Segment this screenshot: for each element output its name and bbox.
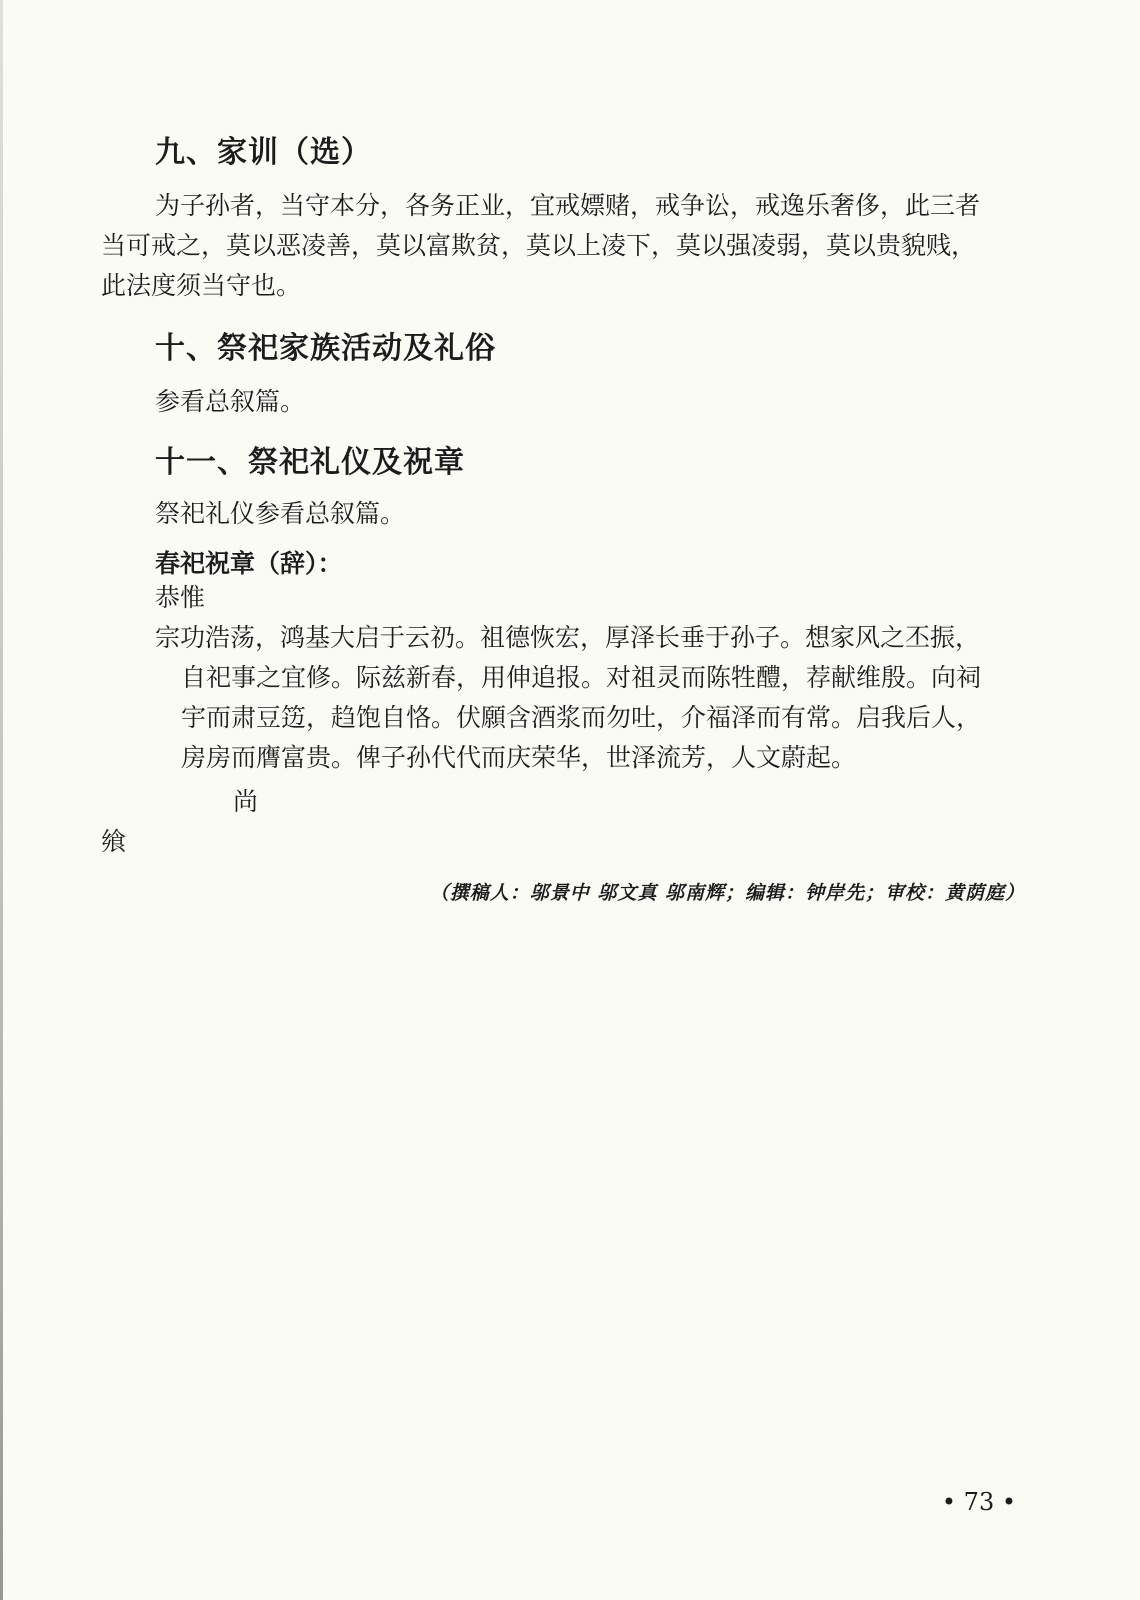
spring-sacrifice-subheading: 春祀祝章（辞）： <box>155 549 343 578</box>
verse-closing-xiang: 飨 <box>101 827 127 856</box>
section-9-line-1: 为子孙者，当守本分，各务正业，宜戒嫖赌，戒争讼，戒逸乐奢侈，此三者 <box>155 191 981 220</box>
section-9-line-2: 当可戒之，莫以恶凌善，莫以富欺贫，莫以上凌下，莫以强凌弱，莫以贵貌贱， <box>101 231 977 260</box>
verse-line-4: 房房而膺富贵。俾子孙代代而庆荣华，世泽流芳，人文蔚起。 <box>181 743 857 772</box>
verse-line-1: 宗功浩荡，鸿基大启于云礽。祖德恢宏，厚泽长垂于孙子。想家风之丕振， <box>155 623 981 652</box>
section-11-heading: 十一、祭祀礼仪及祝章 <box>155 445 465 480</box>
section-11-text: 祭祀礼仪参看总叙篇。 <box>155 499 406 528</box>
verse-line-3: 宇而肃豆笾，趋饱自恪。伏願含酒浆而勿吐，介福泽而有常。启我后人， <box>181 703 982 732</box>
section-9-heading: 九、家训（选） <box>155 135 372 170</box>
verse-line-2: 自祀事之宜修。际兹新春，用伸追报。对祖灵而陈牲醴，荐献维殷。向祠 <box>181 663 982 692</box>
credits-line: （撰稿人：邬景中 邬文真 邬南辉；编辑：钟岸先；审校：黄荫庭） <box>429 882 1025 904</box>
section-10-heading: 十、祭祀家族活动及礼俗 <box>155 331 496 366</box>
section-10-text: 参看总叙篇。 <box>155 387 306 416</box>
scan-edge <box>0 0 3 1600</box>
section-9-line-3: 此法度须当守也。 <box>101 271 302 300</box>
verse-closing-shang: 尚 <box>233 787 259 816</box>
verse-opening: 恭惟 <box>155 583 206 612</box>
page-number: • 73 • <box>941 1488 1016 1516</box>
